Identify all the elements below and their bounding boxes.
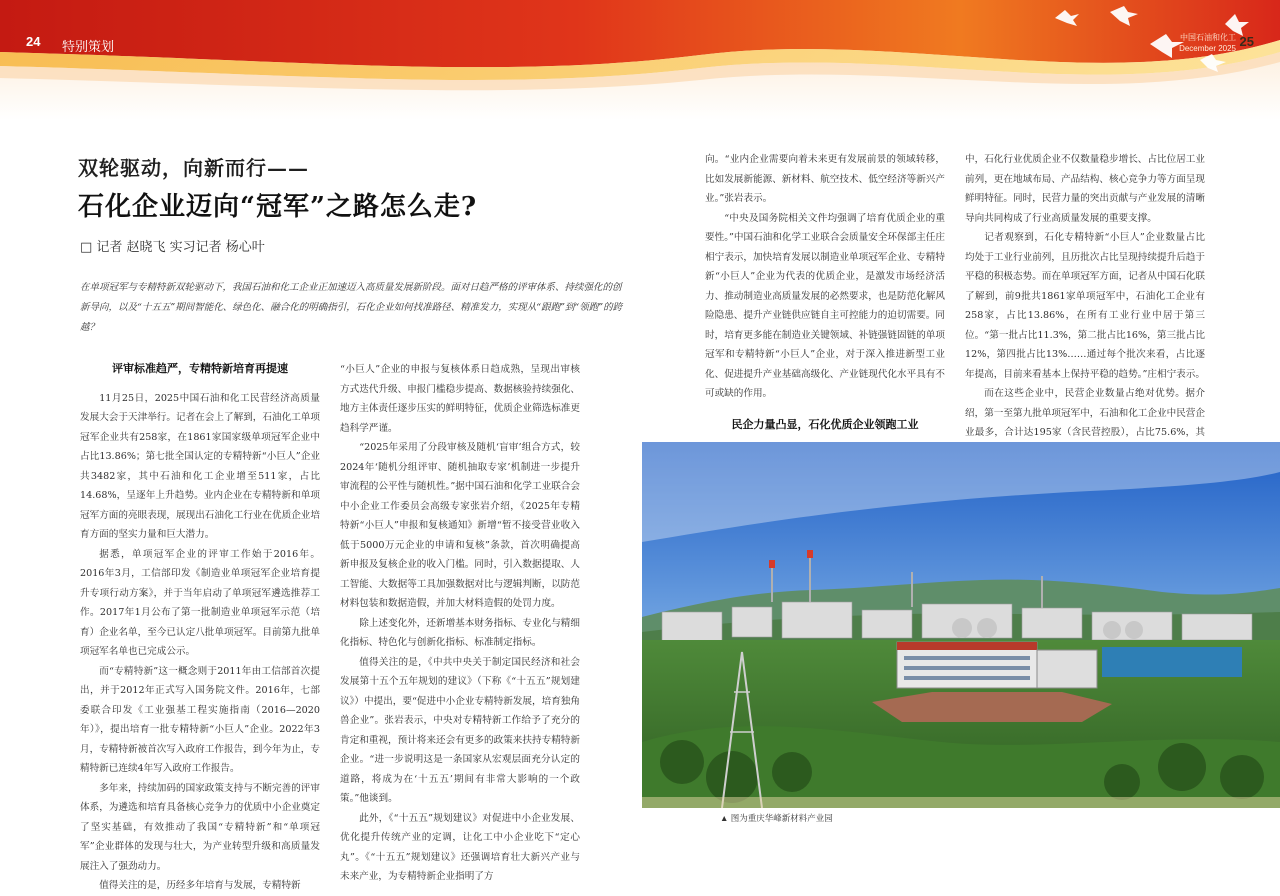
magazine-brand	[1179, 32, 1236, 54]
paragraph: 据悉，单项冠军企业的评审工作始于2016年。2016年3月，工信部印发《制造业单项冠军企业培育提升专项行动方案》，并于当年启动了单项冠军遴选推荐工作。2017年1月公布了第一批制造业单项冠军示范（培育）企业名单，至今已认定八批单项冠军。目前第九批单项冠军名单也已完成公示。	[80, 548, 320, 657]
paragraph: 值得关注的是，《中共中央关于制定国民经济和社会发展第十五个五年规划的建议》（下称《“十五五”规划建议》）中提出，要“促进中小企业专精特新发展，培育独角兽企业”。张岩表示，中央对专精特新工作给予了充分的肯定和重视，预计将来还会有更多的政策来扶持专精特新企业。“进一步说明这是一条国家从宏观层面充分认定的道路，将成为在‘十五五’期间有非常大影响的一个政策。”他谈到。	[340, 656, 580, 804]
article-lead: 在单项冠军与专精特新双轮驱动下，我国石油和化工企业正加速迈入高质量发展新阶段。面对日趋严格的评审体系、持续强化的创新导向，以及“十五五”期间智能化、绿色化、融合化的明确指引，石化企业如何找准路径、精准发力，实现从“跟跑”到“领跑”的跨越？	[80, 282, 623, 333]
paragraph: 11月25日，2025中国石油和化工民营经济高质量发展大会于天津举行。记者在会上了解到，石油化工单项冠军企业共有258家，在1861家国家级单项冠军企业中占比13.86%；第七批全国认定的专精特新“小巨人”企业共3482家，其中石油和化工企业增至511家，占比14.68%，呈逐年上升趋势。业内企业在专精特新和单项冠军方面的亮眼表现，展现出石油化工行业在优质企业培育方面的坚实力量和巨大潜力。	[80, 392, 320, 540]
paragraph: 中，石化行业优质企业不仅数量稳步增长、占比位居工业前列，更在地域布局、产品结构、核心竞争力等方面呈现鲜明特征。同时，民营力量的突出贡献与产业发展的清晰导向共同构成了行业高质量发展的重要支撑。	[965, 154, 1205, 224]
paragraph: 而“专精特新”这一概念则于2011年由工信部首次提出，并于2012年正式写入国务院文件。2016年，七部委联合印发《工业强基工程实施指南（2016—2020年）》，提出培育一批专精特新“小巨人”企业。2022年3月，专精特新被首次写入政府工作报告，到今年为止，专精特新已连续4年写入政府工作报告。	[80, 665, 320, 774]
section-title: 特别策划	[62, 39, 115, 54]
paragraph: 除上述变化外，还新增基本财务指标、专业化与精细化指标、特色化与创新化指标、标准制定指标。	[340, 617, 580, 648]
column-2	[340, 360, 580, 887]
industrial-park-illustration	[642, 442, 1280, 808]
paragraph: 向。“业内企业需要向着未来更有发展前景的领域转移，比如发展新能源、新材料、航空技术、低空经济等新兴产业。”张岩表示。	[705, 154, 945, 204]
magazine-name: 中国石油和化工	[1180, 33, 1236, 42]
column-4	[965, 150, 1205, 462]
right-page-number: 25	[1239, 34, 1254, 49]
article-byline: □ 记者 赵晓飞 实习记者 杨心叶	[80, 240, 265, 255]
paragraph: 记者观察到，石化专精特新“小巨人”企业数量占比均处于工业行业前列，且历批次占比呈现持续提升后趋于平稳的积极态势。而在单项冠军方面，记者从中国石化联了解到，前9批共1861家单项冠军中，石油化工企业有258家，占比13.86%，在所有工业行业中居于第三位。“第一批占比11.3%，第二批占比16%，第三批占比12%，第四批占比13%……通过每个批次来看，占比逐年提高，目前来看基本上保持平稳的趋势。”庄相宁表示。	[965, 232, 1205, 380]
paragraph: 此外，《“十五五”规划建议》对促进中小企业发展、优化提升传统产业的定调，让化工中小企业吃下“定心丸”。《“十五五”规划建议》还强调培育壮大新兴产业与未来产业，为专精特新企业指明了方	[340, 812, 580, 882]
paragraph: 多年来，持续加码的国家政策支持与不断完善的评审体系，为遴选和培育具备核心竞争力的优质中小企业奠定了坚实基础，有效推动了我国“专精特新”和“单项冠军”企业群体的发现与壮大，为产业转型升级和高质量发展注入了强劲动力。	[80, 782, 320, 872]
paragraph: “2025年采用了分段审核及随机‘盲审’组合方式，较2024年‘随机分组评审、随机抽取专家’机制进一步提升审流程的公平性与随机性。”据中国石油和化学工业联合会中小企业工作委员会高级专家张岩介绍，《2025年专精特新“小巨人”申报和复核通知》新增“暂不接受营业收入低于5000万元企业的申请和复核”条款，首次明确提高新申报及复核企业的收入门槛。同时，引入数据提取、人工智能、大数据等工具加强数据对比与逻辑判断，以防范材料包装和数据造假，并加大材料造假的处罚力度。	[340, 442, 580, 609]
photo-caption: ▲ 图为重庆华峰新材料产业园	[720, 813, 833, 823]
section-heading-2: 民企力量凸显，石化优质企业领跑工业	[731, 418, 919, 431]
column-1	[80, 360, 320, 896]
banner-decoration	[0, 0, 1280, 120]
issue-date: December 2025	[1179, 44, 1236, 53]
section-heading-1: 评审标准趋严，专精特新培育再提速	[112, 363, 288, 375]
industrial-park-photo	[642, 442, 1280, 808]
paragraph: “中央及国务院相关文件均强调了培育优质企业的重要性。”中国石油和化学工业联合会质量安全环保部主任庄相宁表示，加快培育发展以制造业单项冠军企业、专精特新“小巨人”企业为代表的优质企业，是激发市场经济活力、推动制造业高质量发展的必然要求，也是防范化解风险隐患、提升产业链供应链自主可控能力的迫切需要。同时，培育更多能在制造业关键领域、补链强链固链的单项冠军和专精特新“小巨人”企业，对于深入推进新型工业化、促进提升产业基础高级化、产业链现代化水平具有不可或缺的作用。	[705, 212, 945, 399]
header-banner	[0, 0, 1280, 120]
paragraph: “小巨人”企业的申报与复核体系日趋成熟，呈现出审核方式迭代升级、申报门槛稳步提高、数据核验持续强化、地方主体责任逐步压实的鲜明特征，优质企业筛选标准更趋科学严谨。	[340, 364, 580, 434]
paragraph: 值得关注的是，历经多年培育与发展，专精特新	[99, 880, 301, 891]
paragraph: 而在这些企业中，民营企业数量占绝对优势。据介绍，第一至第九批单项冠军中，石油和化工企业中民营企业最多，合计达195家（含民营控股），占比75.6%，其	[965, 388, 1205, 438]
column-3	[705, 150, 945, 467]
article-headline: 石化企业迈向“冠军”之路怎么走?	[78, 192, 478, 222]
left-page-number: 24	[26, 34, 41, 49]
article-kicker: 双轮驱动，向新而行——	[78, 156, 309, 180]
